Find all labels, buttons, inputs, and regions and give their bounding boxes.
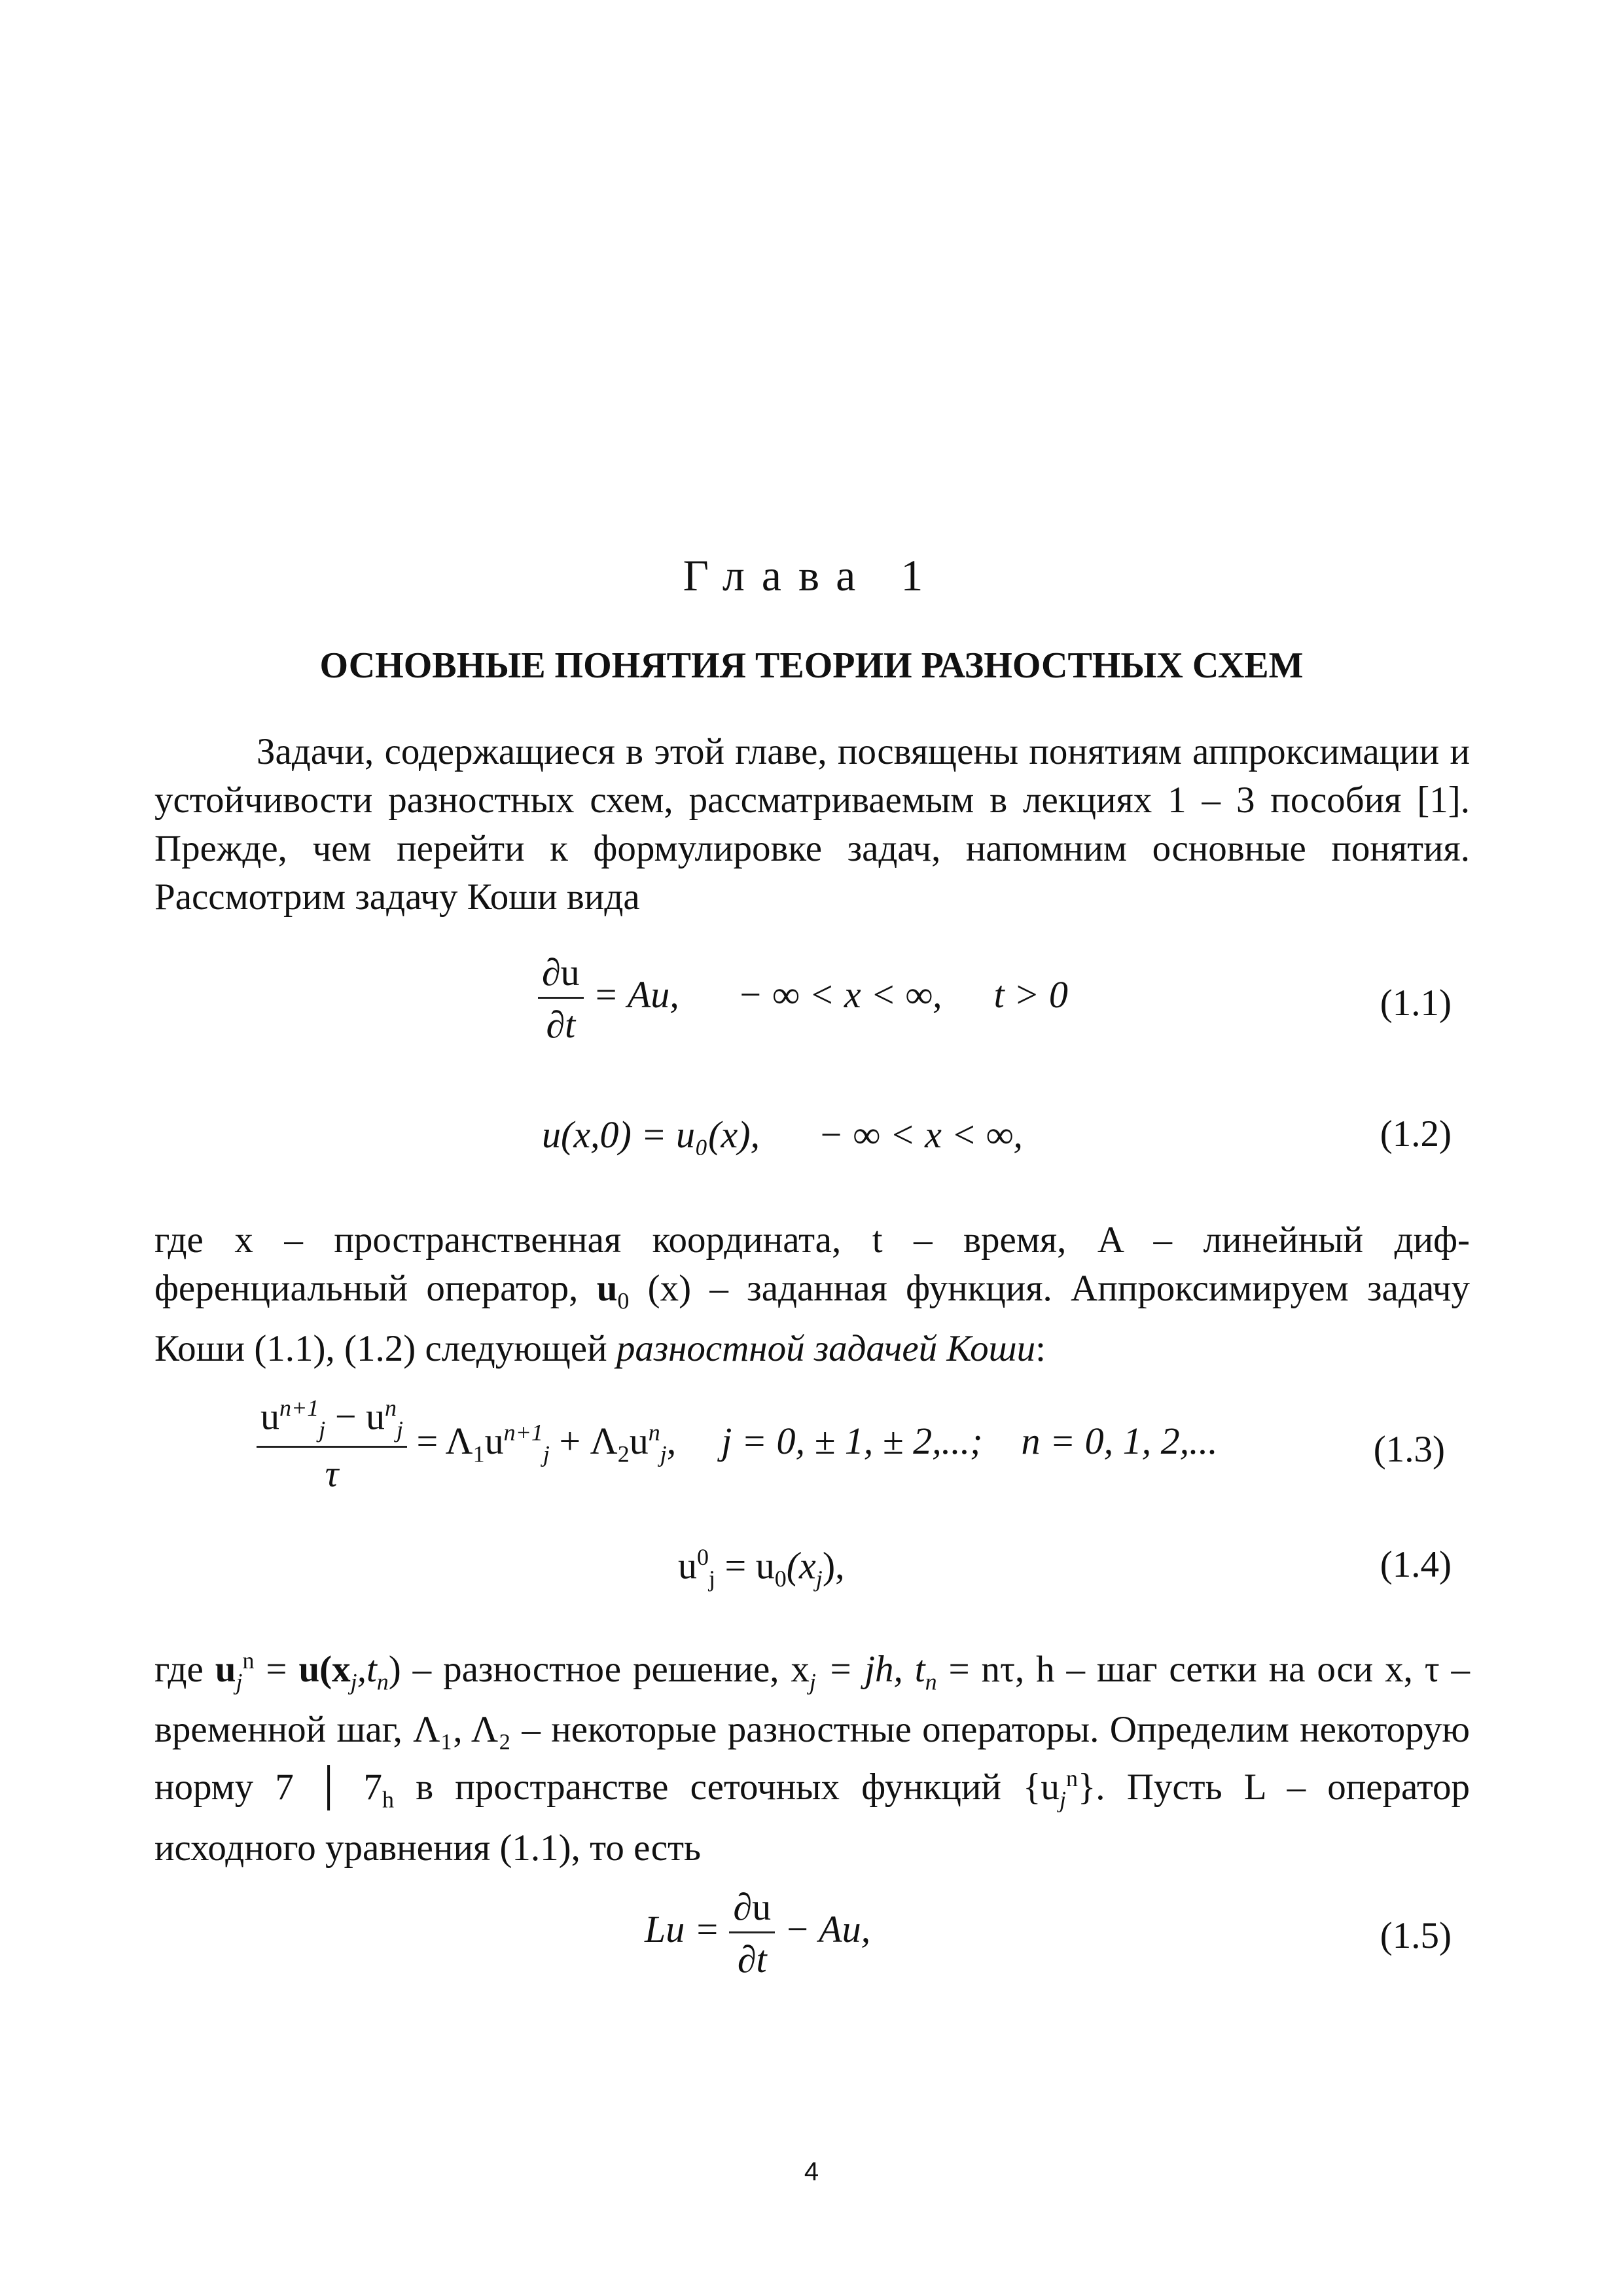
eq3-num-u2-sup: n (385, 1395, 397, 1421)
eq3-num-u2-sub: j (397, 1416, 404, 1443)
eq4-lhs-u: u (678, 1544, 697, 1587)
equation-1-1 (538, 950, 1068, 1047)
eq5-rhs: − Au, (784, 1907, 871, 1950)
eq3-u-b-sub: j (660, 1441, 667, 1467)
para2-line-3 (154, 1325, 1470, 1373)
eq3-condition-j: j = 0, ± 1, ± 2,...; (721, 1419, 983, 1462)
eq4-rhs-u: = u (724, 1544, 775, 1587)
para3-u-xj: u(x (298, 1649, 351, 1690)
para2-line-2-b: (x) – заданная функция. Аппроксимируем задачу (647, 1268, 1471, 1309)
intro-line-4: Рассмотрим задачу Коши вида (154, 876, 640, 918)
eq5-fraction (729, 1885, 775, 1981)
eq3-u-a-sup: n+1 (503, 1419, 543, 1446)
eq3-denominator: τ (325, 1452, 339, 1495)
para2-line-1: где x – пространственная координата, t – время, A – линейный диф- (154, 1219, 1470, 1261)
para2-line-3-b: : (1035, 1328, 1046, 1370)
para3-line-1 (154, 1636, 1470, 1706)
para3-tn-sub-2: n (925, 1668, 937, 1695)
para3-line-1-a: где (154, 1649, 204, 1690)
para3-grid-u-sub: j (1059, 1786, 1066, 1813)
equation-number-1-5: (1.5) (1380, 1915, 1452, 1956)
eq3-lambda1: = Λ (416, 1419, 473, 1462)
eq3-numerator (257, 1394, 407, 1448)
para3-norm: норму 7 │ 7 (154, 1767, 383, 1808)
intro-line-1: Задачи, содержащиеся в этой главе, посвящены понятиям аппроксимации и (257, 731, 1470, 772)
equation-1-5 (645, 1885, 870, 1981)
equation-1-4 (678, 1543, 845, 1592)
para3-line-3 (154, 1754, 1470, 1823)
intro-line-2: устойчивости разностных схем, рассматриваемым в лекциях 1 – 3 пособия [1]. (154, 780, 1470, 821)
chapter-label: Глава 1 (683, 550, 940, 600)
para2-italic-term: разностной задачей Коши (616, 1328, 1036, 1370)
para3-xj-sub: j (350, 1668, 357, 1695)
eq4-rhs-end: ), (822, 1544, 845, 1587)
para3-jh: = jh, t (827, 1649, 925, 1690)
eq1-fraction (538, 950, 584, 1047)
eq3-u-b-sup: n (648, 1419, 660, 1446)
eq2-condition: − ∞ < x < ∞, (818, 1113, 1023, 1156)
para3-line-3-end: }. Пусть L – оператор (1077, 1767, 1470, 1808)
page-number: 4 (804, 2157, 819, 2186)
chapter-title: ОСНОВНЫЕ ПОНЯТИЯ ТЕОРИИ РАЗНОСТНЫХ СХЕМ (319, 645, 1304, 686)
intro-line-3: Прежде, чем перейти к формулировке задач, напомним основные понятия. (154, 828, 1470, 869)
para3-u-sub: j (236, 1668, 243, 1695)
eq5-denominator: ∂t (737, 1938, 767, 1981)
para2-line-2-a: ференциальный оператор, (154, 1268, 579, 1309)
para3-grid-functions: в пространстве сеточных функций {u (416, 1767, 1060, 1808)
para3-line-2: временной шаг, Λ₁, Λ₂ – некоторые разностные операторы. Определим некоторую (154, 1709, 1470, 1751)
eq3-condition-n: n = 0, 1, 2,... (1021, 1419, 1218, 1462)
eq3-u-b: u (629, 1419, 649, 1462)
eq3-fraction (257, 1394, 407, 1496)
paragraph-3 (154, 1636, 1470, 1873)
para2-u0-bold: u (596, 1268, 618, 1309)
para3-t: ,t (357, 1649, 377, 1690)
intro-paragraph (154, 728, 1470, 922)
eq3-u-a-sub: j (543, 1441, 550, 1467)
equation-number-1-2: (1.2) (1380, 1113, 1452, 1155)
para3-norm-sub: h (382, 1786, 395, 1813)
eq2-main: u(x,0) = u₀(x), (542, 1113, 760, 1156)
equation-1-3: $\frac{u^{n+1}_j - u^n_j}{\tau}$ = $\Lambda_1u^{n+1}_j + \Lambda_2u^n_j$, j = 0, ± 1, ± 2,...; n = 0, 1, 2,... (257, 1394, 1218, 1496)
eq1-condition-t: t > 0 (993, 973, 1068, 1016)
eq1-numerator: ∂u (538, 950, 584, 999)
para3-tn-sub: n (376, 1668, 389, 1695)
eq3-num-u1-sub: j (319, 1416, 326, 1443)
para3-equals: = (266, 1649, 287, 1690)
para2-line-2 (154, 1265, 1470, 1325)
eq4-lhs-sup: 0 (697, 1544, 709, 1570)
para3-solution-text: ) – разностное решение, x (388, 1649, 810, 1690)
para3-u-sup: n (242, 1647, 255, 1674)
eq3-u-a: u (484, 1419, 504, 1462)
eq3-lambda1-sub: 1 (473, 1441, 485, 1467)
equation-1-2 (542, 1113, 1023, 1157)
para3-u-bold: u (215, 1649, 236, 1690)
eq3-num-u1-sup: n+1 (279, 1395, 319, 1421)
para3-line-1-end: = nτ, h – шаг сетки на оси x, τ – (948, 1649, 1471, 1690)
eq3-num-minus-u: − u (334, 1395, 385, 1438)
eq5-lhs: Lu = (645, 1907, 720, 1950)
eq3-lambda2-sub: 2 (617, 1441, 630, 1467)
eq1-rhs: = Au, (593, 973, 679, 1016)
eq4-lhs-sub: j (709, 1565, 716, 1592)
eq1-condition-x: − ∞ < x < ∞, (737, 973, 942, 1016)
eq1-denominator: ∂t (546, 1003, 576, 1046)
eq4-rhs-sub: 0 (774, 1565, 787, 1592)
eq4-rhs-arg: (x (786, 1544, 816, 1587)
eq3-num-u1: u (260, 1395, 279, 1438)
para3-grid-u-sup: n (1065, 1765, 1078, 1792)
para3-xj-sub-2: j (809, 1668, 816, 1695)
para3-line-4: исходного уравнения (1.1), то есть (154, 1827, 701, 1869)
eq5-numerator: ∂u (729, 1885, 775, 1933)
eq4-rhs-arg-sub: j (815, 1565, 823, 1592)
para2-u0-sub: 0 (617, 1287, 630, 1314)
equation-number-1-3: (1.3) (1373, 1429, 1445, 1470)
eq3-lambda2: + Λ (559, 1419, 618, 1462)
equation-number-1-1: (1.1) (1380, 982, 1452, 1024)
para2-line-3-a: Коши (1.1), (1.2) следующей (154, 1328, 607, 1370)
equation-number-1-4: (1.4) (1380, 1544, 1452, 1585)
paragraph-2 (154, 1216, 1470, 1373)
